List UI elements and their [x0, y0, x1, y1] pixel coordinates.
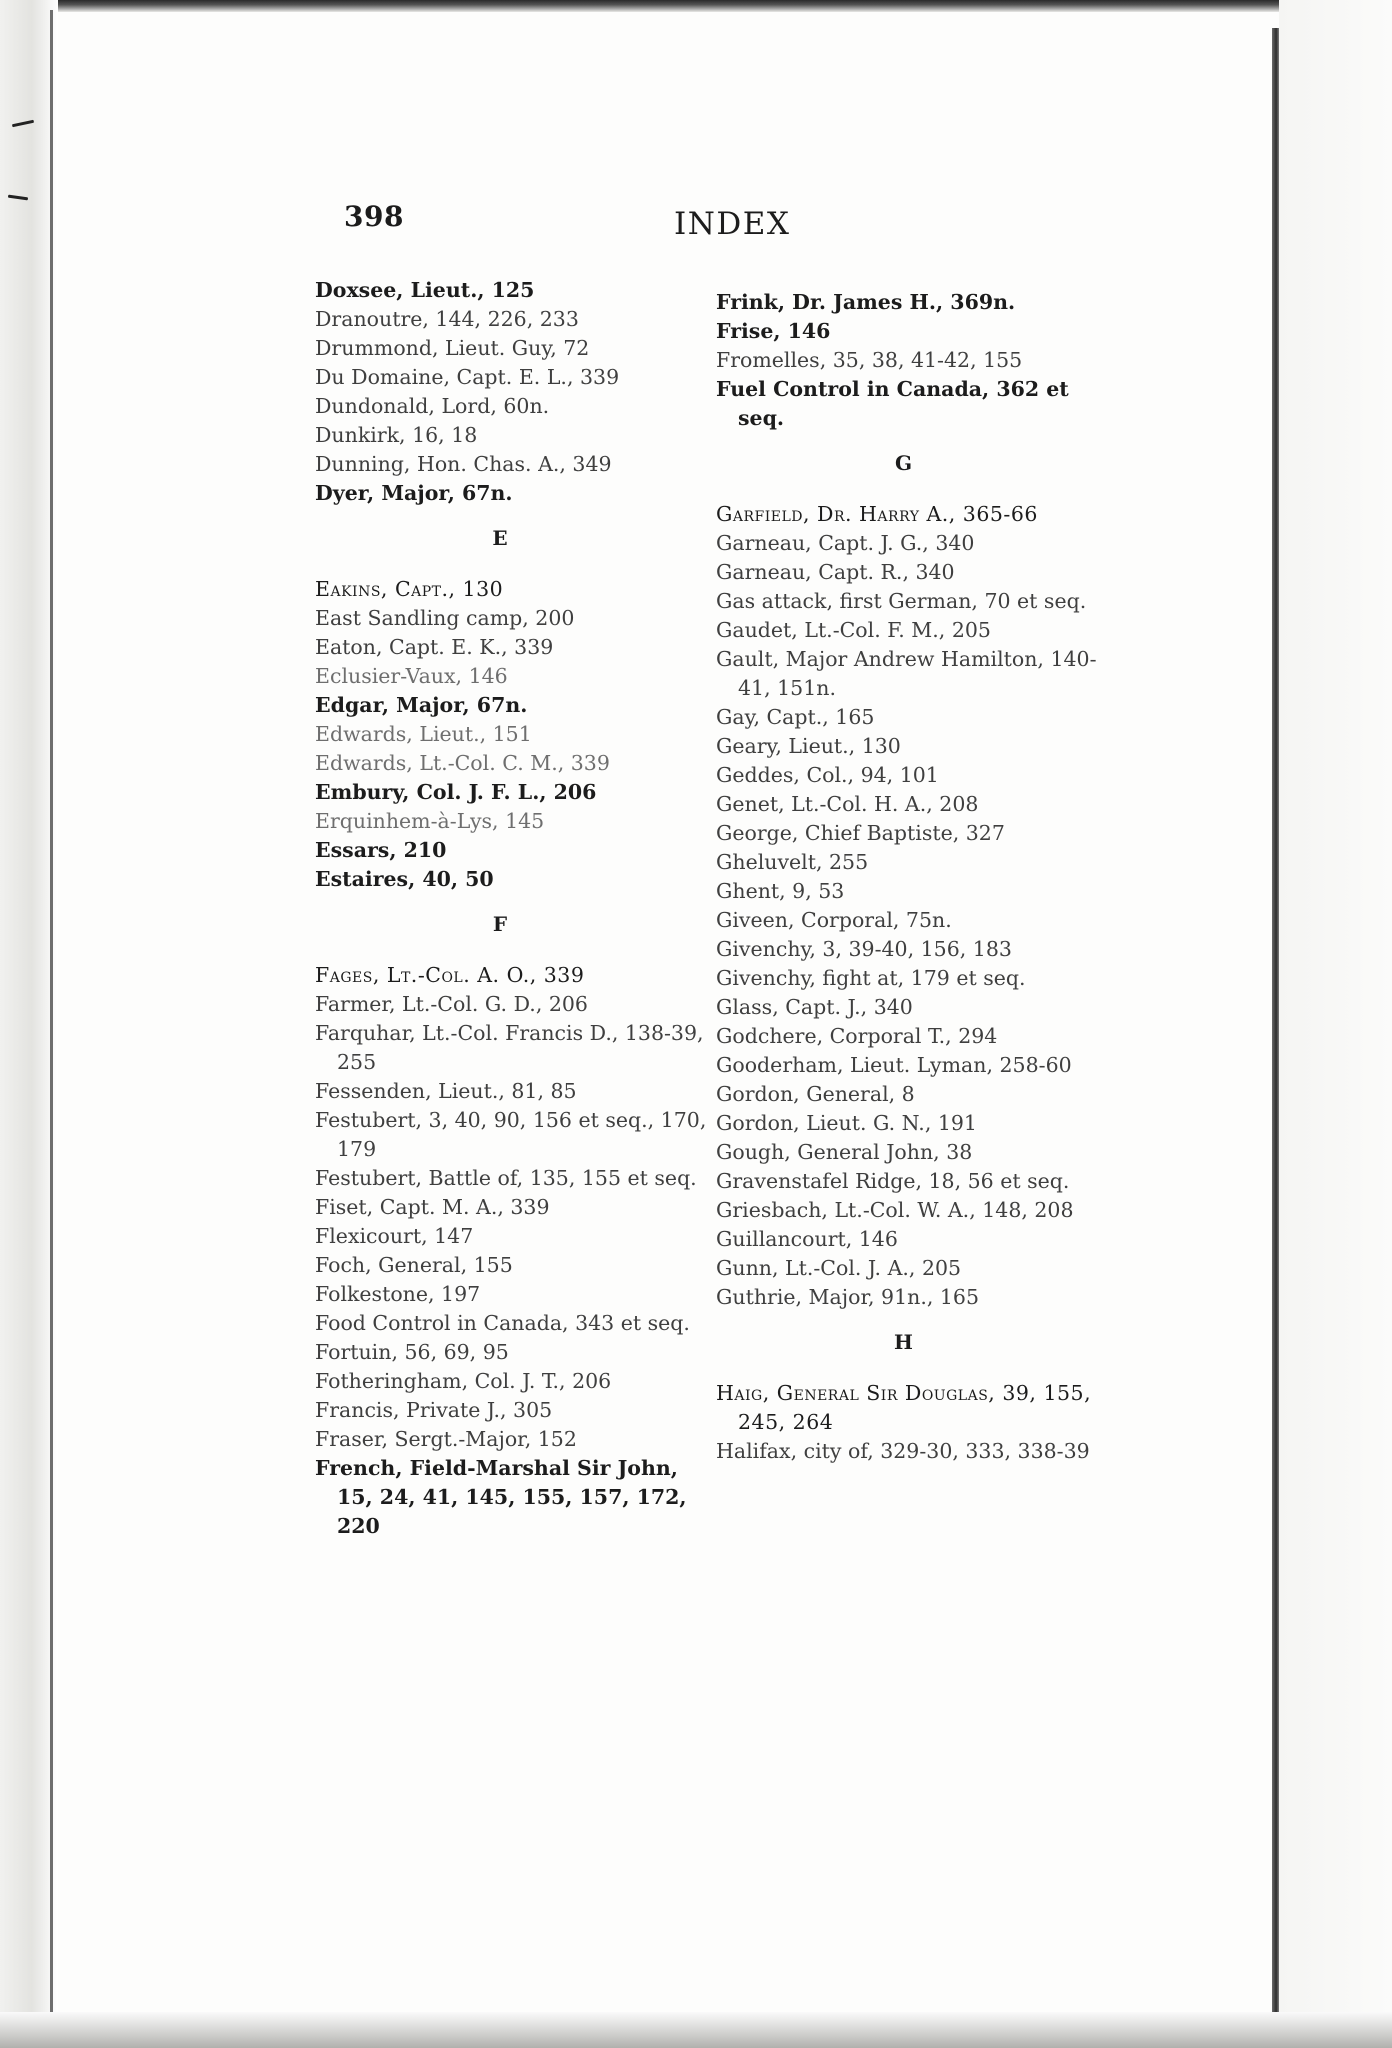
index-entry: Edgar, Major, 67n. [315, 693, 528, 717]
page-bottom-edge [0, 2012, 1392, 2048]
facing-page-strip [1279, 0, 1392, 2048]
index-entry: Fotheringham, Col. J. T., 206 [315, 1369, 612, 1393]
index-entry: Fages, Lt.-Col. A. O., 339 [315, 963, 585, 987]
index-entry: Fessenden, Lieut., 81, 85 [315, 1079, 577, 1103]
index-entry: Frink, Dr. James H., 369n. [716, 290, 1016, 314]
index-entry: Gas attack, first German, 70 et seq. [716, 589, 1087, 613]
index-entry: Givenchy, fight at, 179 et seq. [716, 966, 1026, 990]
index-entry: Ghent, 9, 53 [716, 879, 845, 903]
gutter-shadow [1272, 28, 1279, 2018]
index-column-right [716, 288, 1121, 1466]
index-entry: Givenchy, 3, 39-40, 156, 183 [716, 937, 1012, 961]
index-entry: Doxsee, Lieut., 125 [315, 278, 535, 302]
index-entry: Gheluvelt, 255 [716, 850, 869, 874]
index-entry: Dunning, Hon. Chas. A., 349 [315, 452, 612, 476]
index-entry: Godchere, Corporal T., 294 [716, 1024, 998, 1048]
index-entry: Glass, Capt. J., 340 [716, 995, 913, 1019]
index-entry: Gault, Major Andrew Hamilton, 140-41, 151n. [716, 647, 1097, 700]
page-title: INDEX [674, 206, 791, 242]
index-entry: Gordon, Lieut. G. N., 191 [716, 1111, 977, 1135]
section-letter-f: F [492, 912, 508, 936]
index-entry: Farmer, Lt.-Col. G. D., 206 [315, 992, 588, 1016]
index-entry: Guthrie, Major, 91n., 165 [716, 1285, 979, 1309]
page-top-edge [0, 0, 1392, 12]
index-entry: Garneau, Capt. J. G., 340 [716, 531, 975, 555]
index-entry: Griesbach, Lt.-Col. W. A., 148, 208 [716, 1198, 1074, 1222]
index-entry: Du Domaine, Capt. E. L., 339 [315, 365, 620, 389]
index-entry: Festubert, 3, 40, 90, 156 et seq., 170, 179 [315, 1108, 713, 1161]
index-entry: Gravenstafel Ridge, 18, 56 et seq. [716, 1169, 1070, 1193]
binding-rule [50, 10, 53, 2035]
index-entry: Geary, Lieut., 130 [716, 734, 901, 758]
index-entry: Giveen, Corporal, 75n. [716, 908, 952, 932]
index-entry: Eclusier-Vaux, 146 [315, 664, 508, 688]
section-letter-e: E [492, 526, 508, 550]
index-entry: Dundonald, Lord, 60n. [315, 394, 550, 418]
index-entry: Dyer, Major, 67n. [315, 481, 513, 505]
index-entry: Gaudet, Lt.-Col. F. M., 205 [716, 618, 991, 642]
index-entry: Essars, 210 [315, 838, 447, 862]
index-entry: Guillancourt, 146 [716, 1227, 898, 1251]
index-entry: Gunn, Lt.-Col. J. A., 205 [716, 1256, 962, 1280]
index-entry: Festubert, Battle of, 135, 155 et seq. [315, 1166, 697, 1190]
page-number: 398 [344, 200, 404, 233]
section-letter-g: G [894, 451, 913, 475]
index-entry: Fraser, Sergt.-Major, 152 [315, 1427, 577, 1451]
index-entry: Genet, Lt.-Col. H. A., 208 [716, 792, 979, 816]
index-entry: Fuel Control in Canada, 362 et seq. [716, 377, 1076, 430]
index-entry: Halifax, city of, 329-30, 333, 338-39 [716, 1439, 1090, 1463]
index-entry: Geddes, Col., 94, 101 [716, 763, 939, 787]
index-entry: Folkestone, 197 [315, 1282, 481, 1306]
index-entry: Flexicourt, 147 [315, 1224, 474, 1248]
index-entry: Fromelles, 35, 38, 41-42, 155 [716, 348, 1023, 372]
index-entry: Fiset, Capt. M. A., 339 [315, 1195, 550, 1219]
index-entry: Estaires, 40, 50 [315, 867, 494, 891]
index-entry: Francis, Private J., 305 [315, 1398, 553, 1422]
index-entry: Dunkirk, 16, 18 [315, 423, 478, 447]
index-entry: Garneau, Capt. R., 340 [716, 560, 955, 584]
index-entry: French, Field-Marshal Sir John, 15, 24, 41, 145, 155, 157, 172, 220 [315, 1456, 694, 1538]
index-entry: Dranoutre, 144, 226, 233 [315, 307, 579, 331]
section-letter-h: H [894, 1330, 913, 1354]
index-entry: Garfield, Dr. Harry A., 365-66 [716, 502, 1038, 526]
index-entry: Gay, Capt., 165 [716, 705, 875, 729]
index-entry: Drummond, Lieut. Guy, 72 [315, 336, 590, 360]
index-entry: East Sandling camp, 200 [315, 606, 575, 630]
index-entry: Eaton, Capt. E. K., 339 [315, 635, 554, 659]
index-entry: Edwards, Lt.-Col. C. M., 339 [315, 751, 610, 775]
index-entry: Gooderham, Lieut. Lyman, 258-60 [716, 1053, 1072, 1077]
index-entry: Food Control in Canada, 343 et seq. [315, 1311, 690, 1335]
index-entry: Erquinhem-à-Lys, 145 [315, 809, 545, 833]
index-entry: George, Chief Baptiste, 327 [716, 821, 1005, 845]
index-entry: Farquhar, Lt.-Col. Francis D., 138-39, 255 [315, 1021, 711, 1074]
index-entry: Fortuin, 56, 69, 95 [315, 1340, 509, 1364]
index-entry: Eakins, Capt., 130 [315, 577, 504, 601]
index-entry: Foch, General, 155 [315, 1253, 513, 1277]
index-entry: Gough, General John, 38 [716, 1140, 973, 1164]
index-entry: Frise, 146 [716, 319, 831, 343]
index-column-left [315, 276, 715, 1541]
index-entry: Edwards, Lieut., 151 [315, 722, 532, 746]
index-entry: Embury, Col. J. F. L., 206 [315, 780, 597, 804]
index-entry: Haig, General Sir Douglas, 39, 155, 245, 264 [716, 1381, 1099, 1434]
index-entry: Gordon, General, 8 [716, 1082, 915, 1106]
